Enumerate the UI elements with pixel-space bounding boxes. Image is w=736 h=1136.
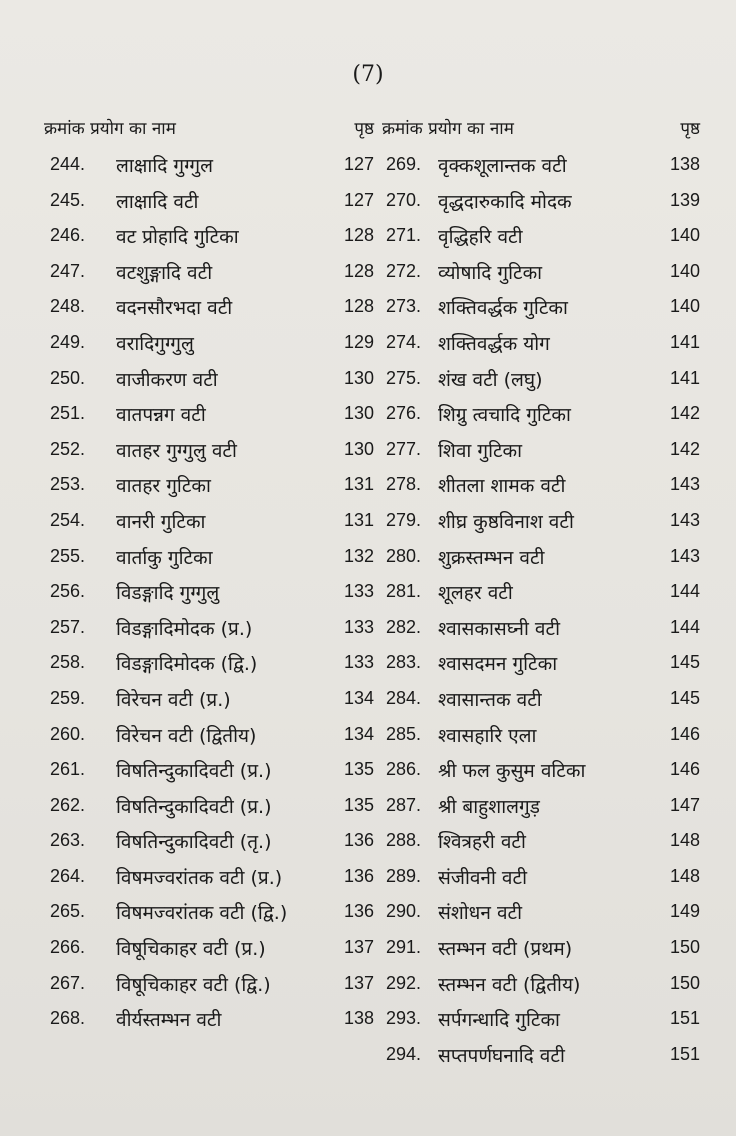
entry-name: वातपन्नग वटी	[116, 404, 206, 427]
index-entry	[382, 290, 700, 326]
entry-number: 280.	[386, 545, 422, 566]
entry-page: 141	[669, 367, 700, 388]
index-entry	[44, 290, 374, 326]
index-entry	[382, 646, 700, 682]
index-entry	[44, 789, 374, 825]
entry-page: 135	[343, 759, 374, 780]
index-entry	[44, 575, 374, 611]
entry-name: शक्तिवर्द्धक गुटिका	[438, 297, 568, 320]
entry-page: 146	[669, 723, 700, 744]
index-entry	[44, 1002, 374, 1038]
entry-number: 288.	[386, 830, 422, 851]
entry-name: व्योषादि गुटिका	[438, 261, 543, 284]
entry-name: विडङ्गादि गुग्गुलु	[116, 582, 220, 605]
entry-page: 131	[343, 509, 374, 530]
entry-number: 277.	[386, 438, 422, 459]
entry-page: 145	[669, 687, 700, 708]
entry-number: 274.	[386, 331, 422, 352]
index-entry	[44, 362, 374, 398]
entry-name: विषतिन्दुकादिवटी (प्र.)	[116, 795, 272, 818]
index-entry	[44, 718, 374, 754]
entry-number: 259.	[50, 687, 86, 708]
entry-page: 140	[669, 260, 700, 281]
header-page: पृष्ठ	[680, 119, 700, 139]
index-entry	[44, 967, 374, 1003]
entry-page: 143	[669, 509, 700, 530]
index-entry	[44, 184, 374, 220]
entry-name: शीतला शामक वटी	[438, 475, 566, 498]
entry-page: 130	[343, 367, 374, 388]
entry-number: 275.	[386, 367, 422, 388]
entry-number: 253.	[50, 474, 86, 495]
index-entry	[382, 540, 700, 576]
entry-number: 262.	[50, 794, 86, 815]
index-entry	[382, 753, 700, 789]
index-entry	[44, 504, 374, 540]
index-entry	[382, 148, 700, 184]
entry-page: 137	[343, 972, 374, 993]
index-entry	[382, 326, 700, 362]
index-entry	[44, 468, 374, 504]
column-header	[382, 112, 700, 148]
entry-list	[44, 148, 374, 1038]
entry-name: श्री फल कुसुम वटिका	[438, 760, 586, 783]
index-entry	[382, 824, 700, 860]
index-entry	[382, 255, 700, 291]
entry-page: 127	[343, 189, 374, 210]
index-entry	[44, 860, 374, 896]
entry-name: वानरी गुटिका	[116, 510, 206, 533]
entry-page: 142	[669, 438, 700, 459]
entry-page: 138	[669, 154, 700, 174]
entry-number: 258.	[50, 652, 86, 673]
entry-number: 273.	[386, 296, 422, 317]
entry-page: 127	[343, 154, 374, 174]
entry-page: 136	[343, 830, 374, 851]
entry-number: 267.	[50, 972, 86, 993]
index-entry	[44, 255, 374, 291]
entry-name: स्तम्भन वटी (द्वितीय)	[438, 973, 581, 996]
entry-number: 269.	[386, 154, 422, 174]
index-entry	[44, 682, 374, 718]
entry-name: शक्तिवर्द्धक योग	[438, 332, 550, 355]
index-column-right	[382, 112, 700, 1073]
index-entry	[44, 931, 374, 967]
index-entry	[44, 148, 374, 184]
entry-page: 148	[669, 865, 700, 886]
entry-name: श्वासदमन गुटिका	[438, 653, 558, 676]
index-entry	[44, 895, 374, 931]
entry-number: 289.	[386, 865, 422, 886]
index-entry	[44, 824, 374, 860]
entry-name: सप्तपर्णघनादि वटी	[438, 1044, 565, 1067]
entry-page: 133	[343, 581, 374, 602]
entry-number: 268.	[50, 1008, 86, 1029]
entry-number: 281.	[386, 581, 422, 602]
entry-page: 129	[343, 331, 374, 352]
entry-name: सर्पगन्धादि गुटिका	[438, 1009, 560, 1032]
entry-number: 279.	[386, 509, 422, 530]
index-entry	[44, 326, 374, 362]
entry-number: 251.	[50, 403, 86, 424]
entry-name: वट प्रोहादि गुटिका	[116, 226, 239, 249]
entry-name: श्वासहारि एला	[438, 724, 537, 747]
entry-name: विषमज्वरांतक वटी (प्र.)	[116, 866, 283, 889]
column-header	[44, 112, 374, 148]
entry-page: 130	[343, 403, 374, 424]
index-entry	[44, 397, 374, 433]
index-entry	[382, 682, 700, 718]
entry-number: 293.	[386, 1008, 422, 1029]
entry-name: विषमज्वरांतक वटी (द्वि.)	[116, 902, 288, 925]
entry-page: 140	[669, 225, 700, 246]
entry-name: संजीवनी वटी	[438, 866, 527, 889]
entry-name: वाजीकरण वटी	[116, 368, 218, 391]
header-page: पृष्ठ	[354, 119, 374, 139]
entry-page: 128	[343, 260, 374, 281]
entry-number: 291.	[386, 937, 422, 958]
entry-page: 147	[669, 794, 700, 815]
entry-name: विडङ्गादिमोदक (प्र.)	[116, 617, 253, 640]
entry-number: 292.	[386, 972, 422, 993]
entry-name: श्वासकासघ्नी वटी	[438, 617, 560, 640]
entry-name: विषतिन्दुकादिवटी (प्र.)	[116, 760, 272, 783]
entry-name: शीघ्र कुष्ठविनाश वटी	[438, 510, 574, 533]
entry-name: लाक्षादि गुग्गुल	[116, 155, 214, 177]
entry-name: शिग्रु त्वचादि गुटिका	[438, 404, 571, 427]
entry-name: वातहर गुटिका	[116, 475, 211, 498]
entry-name: विषूचिकाहर वटी (प्र.)	[116, 938, 266, 961]
entry-name: विषूचिकाहर वटी (द्वि.)	[116, 973, 271, 996]
entry-name: श्वित्रहरी वटी	[438, 831, 526, 854]
entry-page: 142	[669, 403, 700, 424]
entry-number: 265.	[50, 901, 86, 922]
entry-page: 145	[669, 652, 700, 673]
index-entry	[382, 895, 700, 931]
entry-page: 143	[669, 545, 700, 566]
entry-number: 249.	[50, 331, 86, 352]
entry-page: 128	[343, 296, 374, 317]
entry-page: 137	[343, 937, 374, 958]
index-entry	[44, 433, 374, 469]
entry-number: 282.	[386, 616, 422, 637]
entry-name: विरेचन वटी (द्वितीय)	[116, 724, 257, 747]
entry-number: 255.	[50, 545, 86, 566]
entry-page: 136	[343, 865, 374, 886]
entry-name: वातहर गुग्गुलु वटी	[116, 439, 237, 462]
entry-page: 144	[669, 616, 700, 637]
entry-name: वृद्धदारुकादि मोदक	[438, 190, 572, 213]
header-name: क्रमांक प्रयोग का नाम	[44, 119, 176, 139]
index-entry	[44, 540, 374, 576]
entry-page: 151	[669, 1043, 700, 1064]
entry-page: 150	[669, 937, 700, 958]
index-entry	[382, 860, 700, 896]
entry-name: विडङ्गादिमोदक (द्वि.)	[116, 653, 258, 676]
index-entry	[382, 433, 700, 469]
index-entry	[382, 575, 700, 611]
entry-page: 143	[669, 474, 700, 495]
header-name: क्रमांक प्रयोग का नाम	[382, 119, 514, 139]
entry-page: 148	[669, 830, 700, 851]
index-entry	[382, 967, 700, 1003]
index-entry	[382, 468, 700, 504]
entry-number: 272.	[386, 260, 422, 281]
entry-number: 276.	[386, 403, 422, 424]
entry-number: 287.	[386, 794, 422, 815]
entry-name: शुक्रस्तम्भन वटी	[438, 546, 545, 569]
index-entry	[382, 931, 700, 967]
entry-page: 149	[669, 901, 700, 922]
entry-number: 254.	[50, 509, 86, 530]
entry-number: 252.	[50, 438, 86, 459]
entry-page: 130	[343, 438, 374, 459]
entry-page: 150	[669, 972, 700, 993]
entry-number: 290.	[386, 901, 422, 922]
index-entry	[382, 184, 700, 220]
entry-name: वृद्धिहरि वटी	[438, 226, 523, 249]
index-entry	[382, 1002, 700, 1038]
entry-page: 146	[669, 759, 700, 780]
index-entry	[44, 646, 374, 682]
entry-name: शंख वटी (लघु)	[438, 368, 543, 391]
entry-number: 244.	[50, 154, 86, 174]
entry-number: 271.	[386, 225, 422, 246]
entry-number: 257.	[50, 616, 86, 637]
entry-page: 135	[343, 794, 374, 815]
entry-name: स्तम्भन वटी (प्रथम)	[438, 938, 573, 961]
entry-number: 278.	[386, 474, 422, 495]
entry-number: 250.	[50, 367, 86, 388]
index-entry	[382, 718, 700, 754]
entry-page: 133	[343, 616, 374, 637]
entry-number: 245.	[50, 189, 86, 210]
entry-number: 263.	[50, 830, 86, 851]
entry-number: 294.	[386, 1043, 422, 1064]
entry-page: 138	[343, 1008, 374, 1029]
entry-page: 141	[669, 331, 700, 352]
entry-number: 261.	[50, 759, 86, 780]
entry-name: संशोधन वटी	[438, 902, 523, 925]
index-entry	[382, 362, 700, 398]
entry-number: 284.	[386, 687, 422, 708]
entry-page: 132	[343, 545, 374, 566]
entry-number: 264.	[50, 865, 86, 886]
entry-page: 140	[669, 296, 700, 317]
entry-number: 260.	[50, 723, 86, 744]
index-column-left	[44, 112, 374, 1038]
entry-number: 247.	[50, 260, 86, 281]
entry-number: 270.	[386, 189, 422, 210]
entry-page: 128	[343, 225, 374, 246]
entry-name: वीर्यस्तम्भन वटी	[116, 1009, 222, 1032]
entry-page: 151	[669, 1008, 700, 1029]
entry-number: 266.	[50, 937, 86, 958]
page-number: (7)	[352, 62, 384, 87]
entry-name: लाक्षादि वटी	[116, 190, 199, 213]
entry-name: शूलहर वटी	[438, 582, 513, 605]
entry-number: 256.	[50, 581, 86, 602]
entry-page: 133	[343, 652, 374, 673]
entry-number: 248.	[50, 296, 86, 317]
index-entry	[44, 611, 374, 647]
entry-name: वरादिगुग्गुलु	[116, 332, 194, 355]
entry-name: वटशुङ्गादि वटी	[116, 261, 213, 284]
entry-page: 134	[343, 687, 374, 708]
entry-name: श्वासान्तक वटी	[438, 688, 542, 711]
index-entry	[382, 789, 700, 825]
entry-list	[382, 148, 700, 1073]
index-entry	[382, 611, 700, 647]
entry-page: 134	[343, 723, 374, 744]
index-entry	[382, 504, 700, 540]
index-entry	[382, 1038, 700, 1074]
entry-number: 286.	[386, 759, 422, 780]
entry-number: 246.	[50, 225, 86, 246]
index-entry	[382, 219, 700, 255]
entry-name: विरेचन वटी (प्र.)	[116, 688, 231, 711]
entry-page: 144	[669, 581, 700, 602]
entry-number: 283.	[386, 652, 422, 673]
entry-page: 131	[343, 474, 374, 495]
entry-name: श्री बाहुशालगुड़	[438, 795, 540, 818]
entry-name: विषतिन्दुकादिवटी (तृ.)	[116, 831, 272, 854]
entry-page: 136	[343, 901, 374, 922]
index-entry	[382, 397, 700, 433]
entry-page: 139	[669, 189, 700, 210]
entry-number: 285.	[386, 723, 422, 744]
entry-name: वार्ताकु गुटिका	[116, 546, 213, 569]
index-entry	[44, 753, 374, 789]
entry-name: वृक्कशूलान्तक वटी	[438, 155, 567, 177]
entry-name: वदनसौरभदा वटी	[116, 297, 233, 320]
index-entry	[44, 219, 374, 255]
entry-name: शिवा गुटिका	[438, 439, 523, 462]
